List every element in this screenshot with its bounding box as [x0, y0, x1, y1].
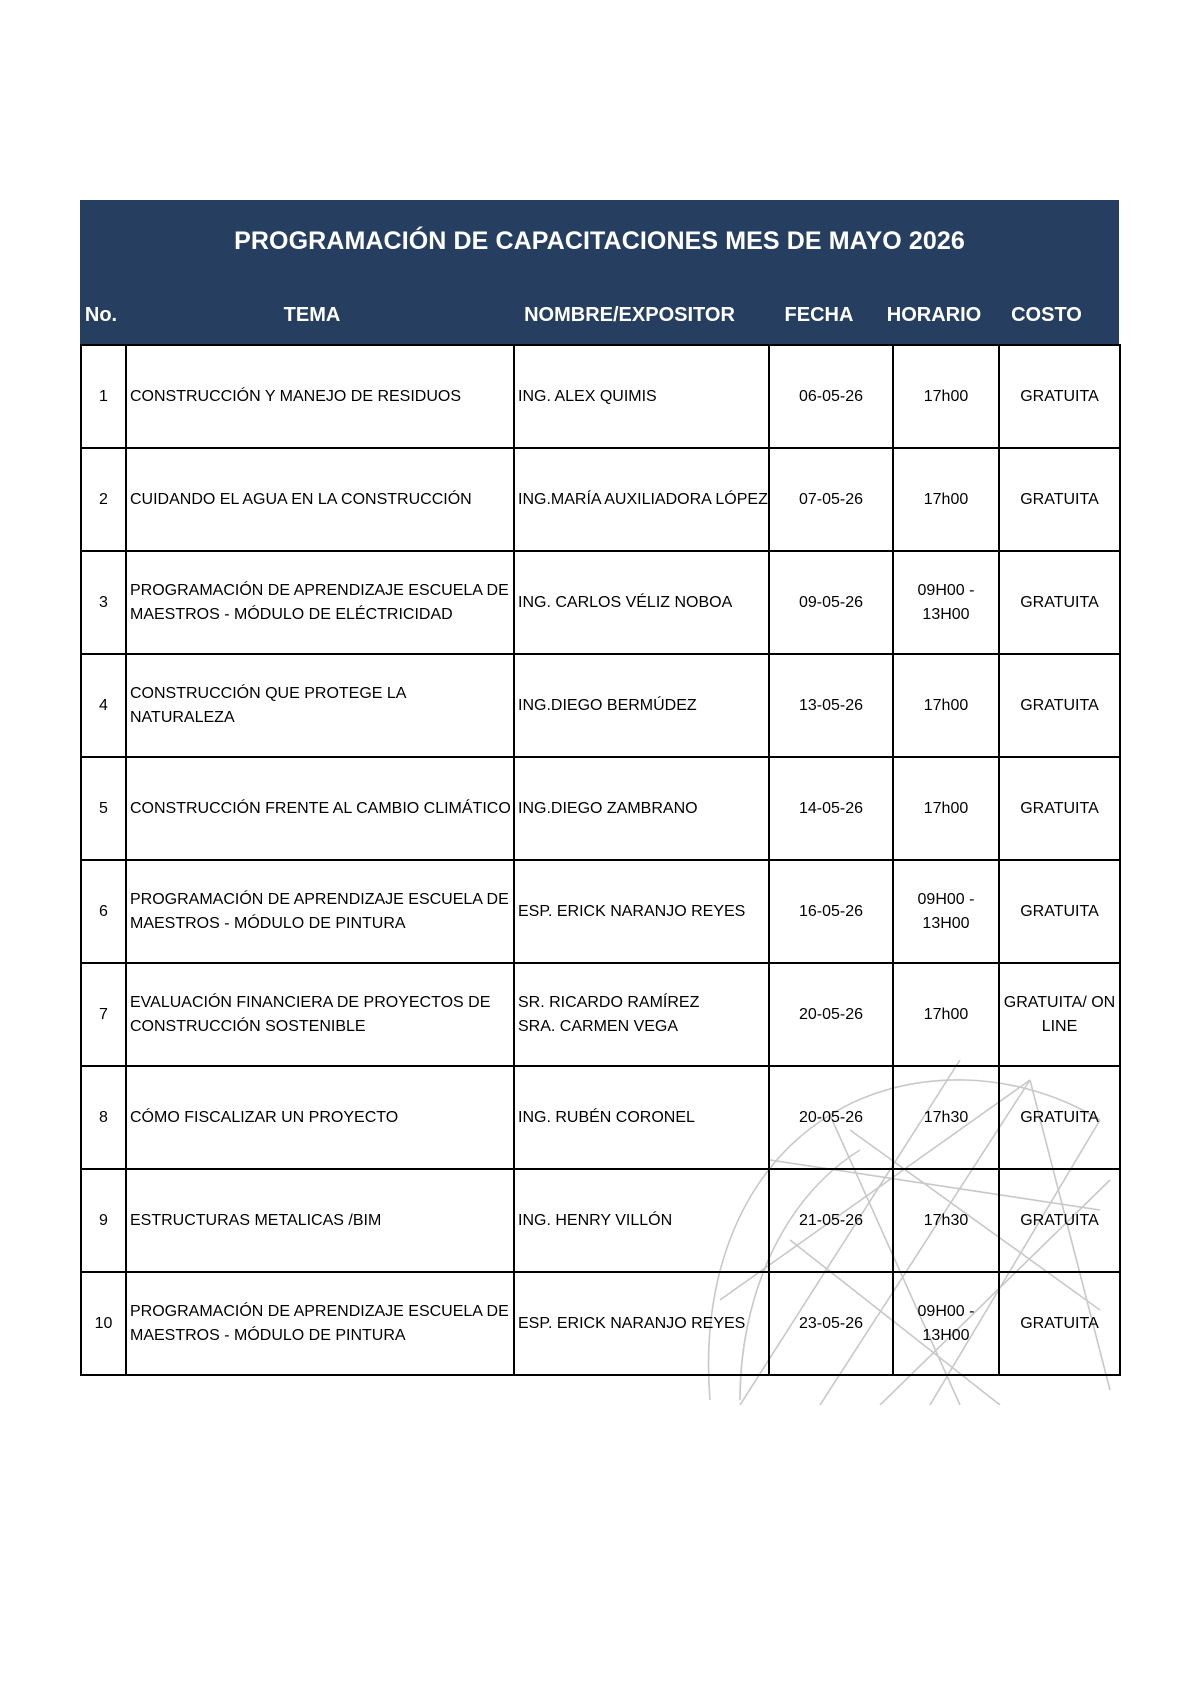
cell-costo: GRATUITA [999, 1169, 1120, 1272]
cell-expositor: ING. CARLOS VÉLIZ NOBOA [514, 551, 769, 654]
cell-tema: CONSTRUCCIÓN Y MANEJO DE RESIDUOS [126, 345, 514, 448]
cell-tema: PROGRAMACIÓN DE APRENDIZAJE ESCUELA DE MAESTROS - MÓDULO DE PINTURA [126, 1272, 514, 1375]
column-header-costo: COSTO [1011, 304, 1082, 326]
cell-horario: 17h00 [893, 345, 999, 448]
cell-no: 2 [81, 448, 126, 551]
cell-fecha: 06-05-26 [769, 345, 893, 448]
cell-no: 9 [81, 1169, 126, 1272]
cell-expositor: ING.DIEGO BERMÚDEZ [514, 654, 769, 757]
cell-costo: GRATUITA [999, 654, 1120, 757]
cell-no: 1 [81, 345, 126, 448]
column-header-fecha: FECHA [784, 304, 854, 326]
table-row [81, 551, 1120, 654]
table-row [81, 757, 1120, 860]
table-row [81, 448, 1120, 551]
cell-horario: 09H00 - 13H00 [893, 551, 999, 654]
cell-expositor: ESP. ERICK NARANJO REYES [514, 860, 769, 963]
cell-horario: 09H00 - 13H00 [893, 860, 999, 963]
cell-no: 5 [81, 757, 126, 860]
column-header-tema: TEMA [283, 304, 341, 326]
cell-costo: GRATUITA [999, 1272, 1120, 1375]
cell-fecha: 13-05-26 [769, 654, 893, 757]
cell-costo: GRATUITA [999, 448, 1120, 551]
cell-no: 7 [81, 963, 126, 1066]
cell-no: 8 [81, 1066, 126, 1169]
table-row [81, 654, 1120, 757]
schedule-table [80, 344, 1121, 1376]
cell-tema: CUIDANDO EL AGUA EN LA CONSTRUCCIÓN [126, 448, 514, 551]
cell-expositor: ING. RUBÉN CORONEL [514, 1066, 769, 1169]
table-row [81, 1066, 1120, 1169]
cell-expositor: ING.MARÍA AUXILIADORA LÓPEZ [514, 448, 769, 551]
table-header [80, 200, 1119, 344]
cell-costo: GRATUITA [999, 551, 1120, 654]
cell-expositor: ESP. ERICK NARANJO REYES [514, 1272, 769, 1375]
cell-fecha: 14-05-26 [769, 757, 893, 860]
table-row [81, 345, 1120, 448]
cell-horario: 17h00 [893, 757, 999, 860]
table-row [81, 1169, 1120, 1272]
cell-costo: GRATUITA [999, 1066, 1120, 1169]
cell-fecha: 07-05-26 [769, 448, 893, 551]
table-row [81, 1272, 1120, 1375]
cell-no: 4 [81, 654, 126, 757]
cell-tema: CONSTRUCCIÓN QUE PROTEGE LA NATURALEZA [126, 654, 514, 757]
cell-costo: GRATUITA [999, 345, 1120, 448]
cell-horario: 09H00 - 13H00 [893, 1272, 999, 1375]
cell-expositor: ING. HENRY VILLÓN [514, 1169, 769, 1272]
cell-horario: 17h00 [893, 448, 999, 551]
cell-horario: 17h30 [893, 1169, 999, 1272]
cell-fecha: 16-05-26 [769, 860, 893, 963]
cell-fecha: 20-05-26 [769, 1066, 893, 1169]
schedule-sheet [80, 200, 1119, 1376]
column-header-horario: HORARIO [886, 304, 982, 326]
cell-costo: GRATUITA/ ON LINE [999, 963, 1120, 1066]
cell-no: 10 [81, 1272, 126, 1375]
column-header-expositor: NOMBRE/EXPOSITOR [524, 304, 735, 326]
table-row [81, 963, 1120, 1066]
cell-costo: GRATUITA [999, 860, 1120, 963]
cell-costo: GRATUITA [999, 757, 1120, 860]
cell-expositor: ING.DIEGO ZAMBRANO [514, 757, 769, 860]
cell-tema: CÓMO FISCALIZAR UN PROYECTO [126, 1066, 514, 1169]
cell-expositor: ING. ALEX QUIMIS [514, 345, 769, 448]
cell-horario: 17h00 [893, 963, 999, 1066]
cell-fecha: 20-05-26 [769, 963, 893, 1066]
cell-fecha: 09-05-26 [769, 551, 893, 654]
cell-no: 6 [81, 860, 126, 963]
column-header-no: No. [84, 304, 118, 326]
cell-horario: 17h30 [893, 1066, 999, 1169]
table-row [81, 860, 1120, 963]
page-title: PROGRAMACIÓN DE CAPACITACIONES MES DE MAYO 2026 [234, 227, 965, 255]
cell-expositor: SR. RICARDO RAMÍREZ SRA. CARMEN VEGA [514, 963, 769, 1066]
cell-tema: PROGRAMACIÓN DE APRENDIZAJE ESCUELA DE MAESTROS - MÓDULO DE PINTURA [126, 860, 514, 963]
cell-no: 3 [81, 551, 126, 654]
cell-fecha: 23-05-26 [769, 1272, 893, 1375]
cell-tema: PROGRAMACIÓN DE APRENDIZAJE ESCUELA DE MAESTROS - MÓDULO DE ELÉCTRICIDAD [126, 551, 514, 654]
cell-tema: ESTRUCTURAS METALICAS /BIM [126, 1169, 514, 1272]
cell-fecha: 21-05-26 [769, 1169, 893, 1272]
cell-tema: CONSTRUCCIÓN FRENTE AL CAMBIO CLIMÁTICO [126, 757, 514, 860]
cell-horario: 17h00 [893, 654, 999, 757]
cell-tema: EVALUACIÓN FINANCIERA DE PROYECTOS DE CONSTRUCCIÓN SOSTENIBLE [126, 963, 514, 1066]
